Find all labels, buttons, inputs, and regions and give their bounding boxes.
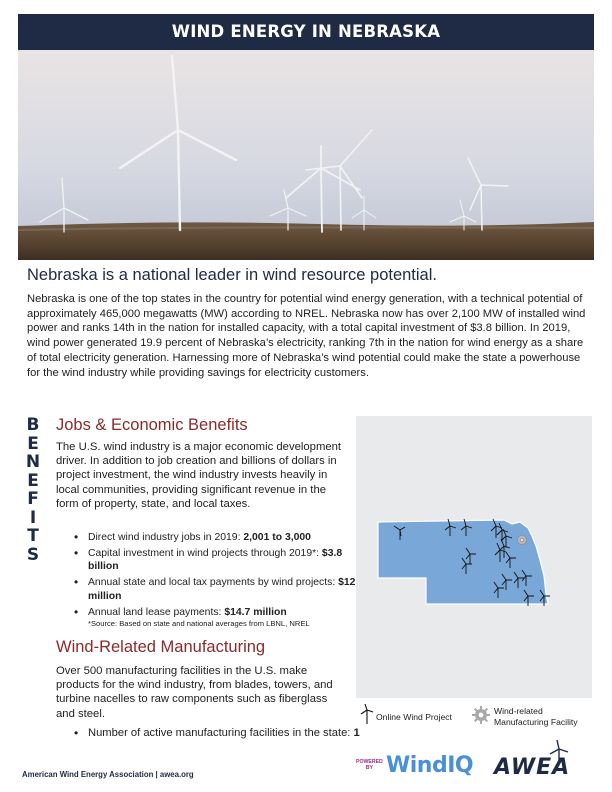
wind-farm-photo [18,50,594,260]
legend-facility-label: Wind-related Manufacturing Facility [494,706,578,727]
list-item: • Capital investment in wind projects through 2019*: $3.8 billion [72,547,362,574]
awea-logo: AWEA [494,755,571,780]
gear-icon [518,536,527,545]
jobs-paragraph: The U.S. wind industry is a major economic development driver. In addition to job creation and billions of dollars in project investment, the wind industry invests heavily in local communities, providing significant revenue in the form of property, state, and local taxes. [56,441,342,510]
intro-paragraph: Nebraska is one of the top states in the country for potential wind energy generation, with a technical potential of approximately 465,000 megawatts (MW) according to NREL. Nebraska now has over 2,100 MW of installed wind power and ranks 14th in the nation for installed capacity, with a total capital investment of $3.8 billion. In 2019, wind power generated 19.9 percent of Nebraska’s electricity, ranking 7th in the nation for wind energy as a share of total electricity generation. Harnessing more of Nebraska’s wind potential could make the state a powerhouse for the wind industry while providing savings for electricity customers. [27,293,586,379]
legend-turbine-label: Online Wind Project [376,712,452,722]
jobs-bullet-list [72,531,362,621]
gear-icon [472,706,490,724]
list-item: • Number of active manufacturing facilities in the state: 1 [72,726,362,740]
nebraska-state-shape [378,520,548,604]
benefits-side-label: B E N E F I T S [25,415,41,565]
section-headline: Nebraska is a national leader in wind resource potential. [27,266,437,284]
manufacturing-paragraph: Over 500 manufacturing facilities in the U.S. make products for the wind industry, from blades, towers, and turbine nacelles to raw components such as fiberglass and steel. [56,665,333,720]
list-item: • Annual land lease payments: $14.7 million [72,606,362,619]
page-title: WIND ENERGY IN NEBRASKA [18,14,594,50]
windiq-logo: WindIQ [386,753,474,778]
list-item: • Direct wind industry jobs in 2019: 2,001 to 3,000 [72,531,362,544]
manufacturing-bullet-list [72,726,362,743]
nebraska-wind-map [356,416,592,698]
powered-by-label: POWERED BY [356,759,383,771]
wind-turbine-icon [360,704,374,724]
list-item: • Annual state and local tax payments by wind projects: $12 million [72,576,362,603]
source-note: *Source: Based on state and national averages from LBNL, NREL [88,619,310,628]
footer-org: American Wind Energy Association | awea.org [22,770,194,779]
manufacturing-heading: Wind-Related Manufacturing [56,638,266,656]
jobs-heading: Jobs & Economic Benefits [56,416,248,434]
